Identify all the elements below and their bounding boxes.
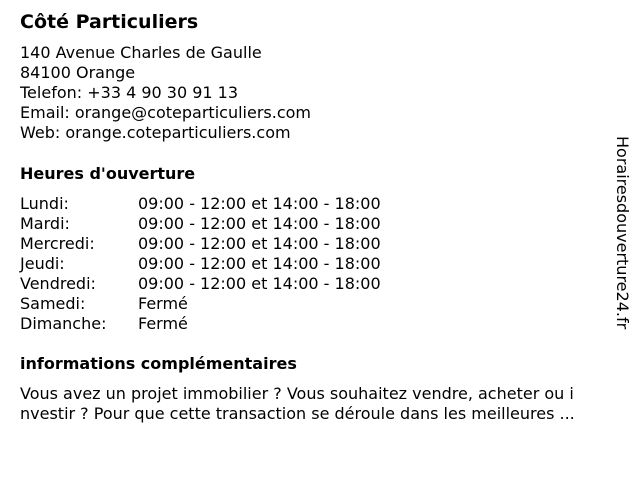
day-hours: 09:00 - 12:00 et 14:00 - 18:00	[138, 214, 381, 233]
day-hours: 09:00 - 12:00 et 14:00 - 18:00	[138, 254, 381, 273]
day-hours: 09:00 - 12:00 et 14:00 - 18:00	[138, 274, 381, 293]
phone-number[interactable]: Telefon: +33 4 90 30 91 13	[20, 83, 239, 102]
contact-block	[20, 43, 311, 143]
site-watermark-text: Horairesdouverture24.fr	[613, 136, 632, 330]
day-label: Jeudi:	[20, 254, 65, 273]
day-label: Samedi:	[20, 294, 86, 313]
day-label: Dimanche:	[20, 314, 107, 333]
business-name: Côté Particuliers	[20, 11, 199, 33]
day-hours: Fermé	[138, 314, 188, 333]
day-label: Mercredi:	[20, 234, 95, 253]
address-city: 84100 Orange	[20, 63, 136, 82]
info-line: Vous avez un projet immobilier ? Vous souhaitez vendre, acheter ou i	[20, 384, 574, 403]
day-label: Mardi:	[20, 214, 70, 233]
day-hours: 09:00 - 12:00 et 14:00 - 18:00	[138, 194, 381, 213]
day-label: Vendredi:	[20, 274, 96, 293]
additional-info-heading: informations complémentaires	[20, 354, 297, 373]
day-hours: 09:00 - 12:00 et 14:00 - 18:00	[138, 234, 381, 253]
email-address[interactable]: Email: orange@coteparticuliers.com	[20, 103, 311, 122]
day-hours: Fermé	[138, 294, 188, 313]
opening-hours-heading: Heures d'ouverture	[20, 164, 196, 183]
additional-info-text	[20, 384, 624, 424]
info-line: nvestir ? Pour que cette transaction se déroule dans les meilleures ...	[20, 404, 575, 423]
website-link[interactable]: Web: orange.coteparticuliers.com	[20, 123, 291, 142]
site-watermark	[612, 136, 636, 346]
address-street: 140 Avenue Charles de Gaulle	[20, 43, 262, 62]
day-label: Lundi:	[20, 194, 69, 213]
